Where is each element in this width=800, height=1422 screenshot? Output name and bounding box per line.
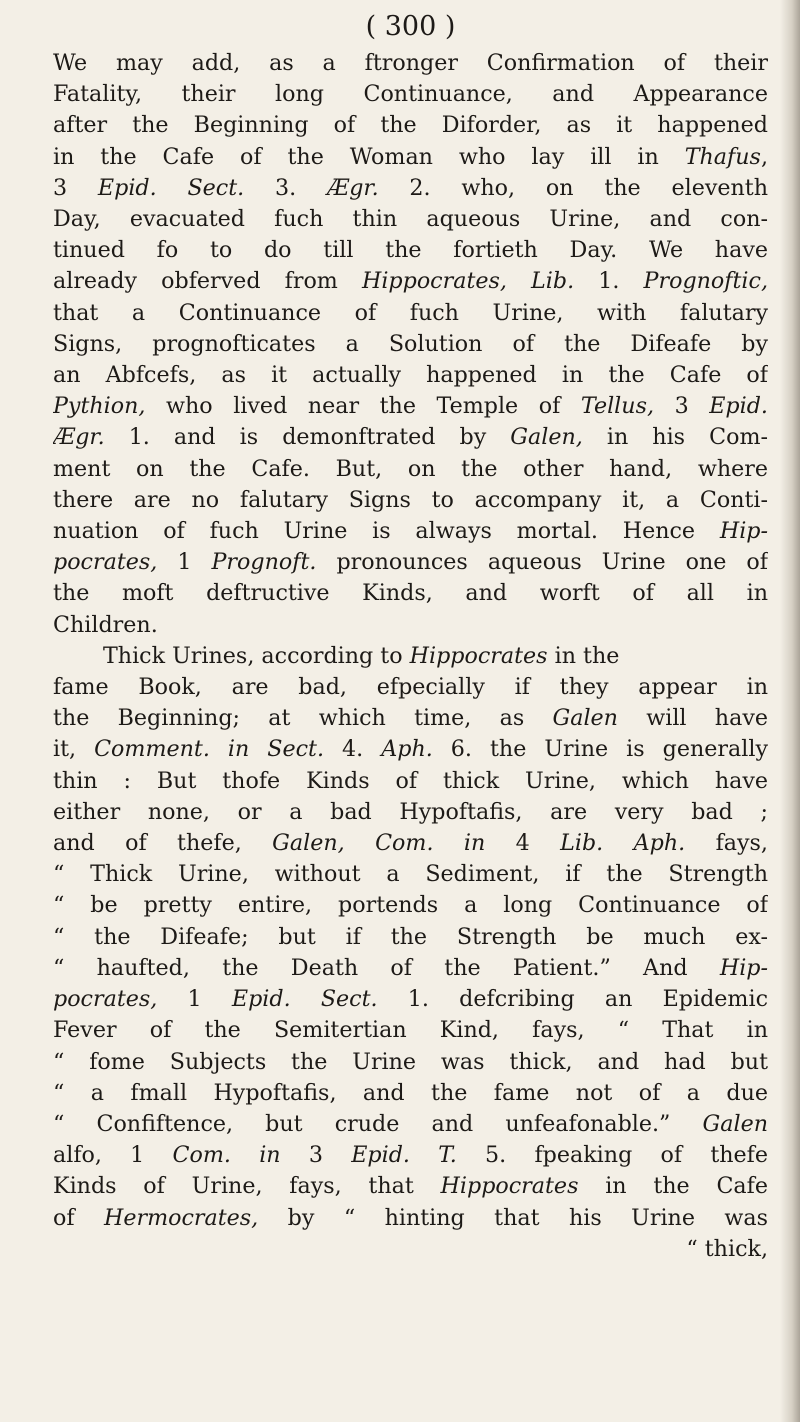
text-line — [53, 828, 768, 859]
italic-text: Galen, — [510, 424, 583, 451]
italic-text: Hermocrates, — [104, 1204, 259, 1231]
italic-text: Comment. in Sect. — [94, 736, 325, 763]
text-segment: either none, or a bad Hypoftafis, are very bad ; — [53, 798, 768, 825]
text-segment: ment on the Cafe. But, on the other hand, where — [53, 455, 768, 482]
text-segment: that a Continuance of fuch Urine, with falutary — [53, 299, 768, 326]
text-segment: in the Cafe of the Woman who lay ill in — [53, 143, 685, 170]
text-line — [53, 110, 768, 141]
text-segment: 2. who, on the eleventh — [378, 174, 768, 201]
text-line — [53, 391, 768, 422]
italic-text: Hip- — [719, 518, 768, 545]
italic-text: Lib. Aph. — [560, 830, 686, 857]
text-segment: 6. the Urine is generally — [432, 736, 768, 763]
text-segment: 3. — [244, 174, 327, 201]
text-line — [53, 703, 768, 734]
italic-text: Thafus — [684, 143, 761, 170]
text-segment: by “ hinting that his Urine was — [258, 1204, 768, 1231]
text-segment: fays, — [685, 830, 768, 857]
italic-text: Galen, Com. in — [272, 830, 486, 857]
text-segment: there are no falutary Signs to accompany it, a Conti- — [53, 486, 768, 513]
text-line — [53, 766, 768, 797]
text-segment: and of thefe, — [53, 830, 273, 857]
text-line — [53, 1047, 768, 1078]
text-line — [53, 48, 768, 79]
text-line — [53, 329, 768, 360]
text-segment: 5. fpeaking of thefe — [456, 1142, 768, 1169]
text-segment: 3 — [280, 1142, 352, 1169]
italic-text: Aph. — [381, 736, 433, 763]
italic-text: Epid. Sect. — [97, 174, 245, 201]
text-segment: in his Com- — [582, 424, 768, 451]
text-segment: in the Cafe — [578, 1173, 768, 1200]
text-segment: of — [53, 1204, 104, 1231]
text-segment: after the Beginning of the Diforder, as it happened — [53, 112, 768, 139]
italic-text: Hippocrates, Lib. — [361, 268, 575, 295]
page-edge-shadow — [780, 0, 800, 1422]
text-segment: “ fome Subjects the Urine was thick, and had but — [53, 1048, 768, 1075]
text-line — [53, 672, 768, 703]
text-line — [53, 235, 768, 266]
text-segment: 1. — [574, 268, 644, 295]
text-line — [53, 454, 768, 485]
italic-text: Ægr. — [53, 424, 105, 451]
text-segment: an Abfcefs, as it actually happened in the Cafe of — [53, 362, 768, 389]
text-line — [53, 1078, 768, 1109]
italic-text: Prognoft. — [211, 549, 317, 576]
text-line — [53, 485, 768, 516]
text-line — [53, 1203, 768, 1234]
italic-text: Galen — [702, 1110, 768, 1137]
text-segment: 4 — [485, 830, 561, 857]
text-segment: will have — [617, 705, 768, 732]
text-segment: already obferved from — [53, 268, 362, 295]
text-segment: tinued fo to do till the fortieth Day. We have — [53, 237, 768, 264]
italic-text: Prognoftic, — [643, 268, 768, 295]
text-segment: “ thick, — [686, 1235, 768, 1262]
text-segment: the Beginning; at which time, as — [53, 705, 553, 732]
text-segment: “ Confiftence, but crude and unfeafonable.” — [53, 1110, 703, 1137]
text-segment: “ a fmall Hypoftafis, and the fame not of a due — [53, 1079, 768, 1106]
italic-text: Ægr. — [326, 174, 379, 201]
italic-text: Tellus, — [580, 393, 655, 420]
book-page — [53, 0, 768, 1265]
text-line — [53, 422, 768, 453]
text-line — [53, 797, 768, 828]
text-line — [53, 859, 768, 890]
text-segment: alfo, 1 — [53, 1142, 173, 1169]
text-line — [53, 1171, 768, 1202]
text-segment: it, — [53, 736, 95, 763]
text-segment: We may add, as a ftronger Confirmation of their — [53, 50, 768, 76]
italic-text: pocrates, — [53, 986, 158, 1013]
text-line — [53, 1015, 768, 1046]
italic-text: Hippocrates — [409, 642, 548, 669]
text-line — [53, 298, 768, 329]
text-segment: Fever of the Semitertian Kind, fays, “ That in — [53, 1017, 768, 1044]
text-line — [53, 610, 768, 641]
text-segment: Fatality, their long Continuance, and Appearance — [53, 81, 768, 108]
text-line — [53, 516, 768, 547]
italic-text: Com. in — [172, 1142, 281, 1169]
text-segment: 1 — [157, 986, 232, 1013]
text-segment: “ the Difeafe; but if the Strength be much ex- — [53, 923, 768, 950]
text-line — [53, 1109, 768, 1140]
text-segment: “ be pretty entire, portends a long Continuance of — [53, 892, 768, 919]
text-line — [53, 734, 768, 765]
text-line — [53, 142, 768, 173]
text-line — [53, 641, 768, 672]
text-line — [53, 79, 768, 110]
italic-text: Hippocrates — [440, 1173, 579, 1200]
text-line — [53, 266, 768, 297]
italic-text: Galen — [552, 705, 618, 732]
text-segment: 1 — [157, 549, 212, 576]
text-line — [53, 1140, 768, 1171]
italic-text: Pythion, — [53, 393, 146, 420]
text-segment: Kinds of Urine, fays, that — [53, 1173, 441, 1200]
italic-text: Epid. T. — [351, 1142, 457, 1169]
text-line — [53, 578, 768, 609]
text-line — [53, 984, 768, 1015]
text-line — [53, 953, 768, 984]
text-segment: 3 — [53, 174, 98, 201]
text-line — [53, 173, 768, 204]
text-segment: “ haufted, the Death of the Patient.” And — [53, 954, 720, 981]
text-line — [53, 547, 768, 578]
text-segment: 1. defcribing an Epidemic — [377, 986, 768, 1013]
text-segment: fame Book, are bad, efpecially if they appear in — [53, 674, 768, 701]
text-segment: Children. — [53, 611, 158, 638]
text-segment: Signs, prognofticates a Solution of the Difeafe by — [53, 330, 768, 357]
text-segment: pronounces aqueous Urine one of — [316, 549, 768, 576]
text-segment: thin : But thofe Kinds of thick Urine, which have — [53, 767, 768, 794]
text-segment: Thick Urines, according to — [103, 642, 410, 669]
page-number: ( 300 ) — [365, 11, 456, 42]
text-segment: in the — [547, 642, 620, 669]
italic-text: Epid. Sect. — [231, 986, 378, 1013]
body-text — [53, 48, 768, 1265]
text-segment: 4. — [324, 736, 382, 763]
italic-text: Hip- — [719, 954, 768, 981]
text-segment: Day, evacuated fuch thin aqueous Urine, and con- — [53, 206, 768, 233]
text-segment: who lived near the Temple of — [145, 393, 581, 420]
text-segment: 3 — [654, 393, 710, 420]
text-line — [53, 360, 768, 391]
italic-text: pocrates, — [53, 549, 158, 576]
text-line — [53, 204, 768, 235]
italic-text: Epid. — [709, 393, 768, 420]
text-segment: nuation of fuch Urine is always mortal. Hence — [53, 518, 720, 545]
text-segment: , — [760, 143, 768, 170]
text-line — [53, 922, 768, 953]
text-segment: the moft deftructive Kinds, and worft of all in — [53, 580, 768, 607]
text-segment: 1. and is demonftrated by — [104, 424, 511, 451]
text-line — [53, 890, 768, 921]
text-segment: “ Thick Urine, without a Sediment, if the Strength — [53, 861, 768, 888]
text-line — [53, 1234, 768, 1265]
